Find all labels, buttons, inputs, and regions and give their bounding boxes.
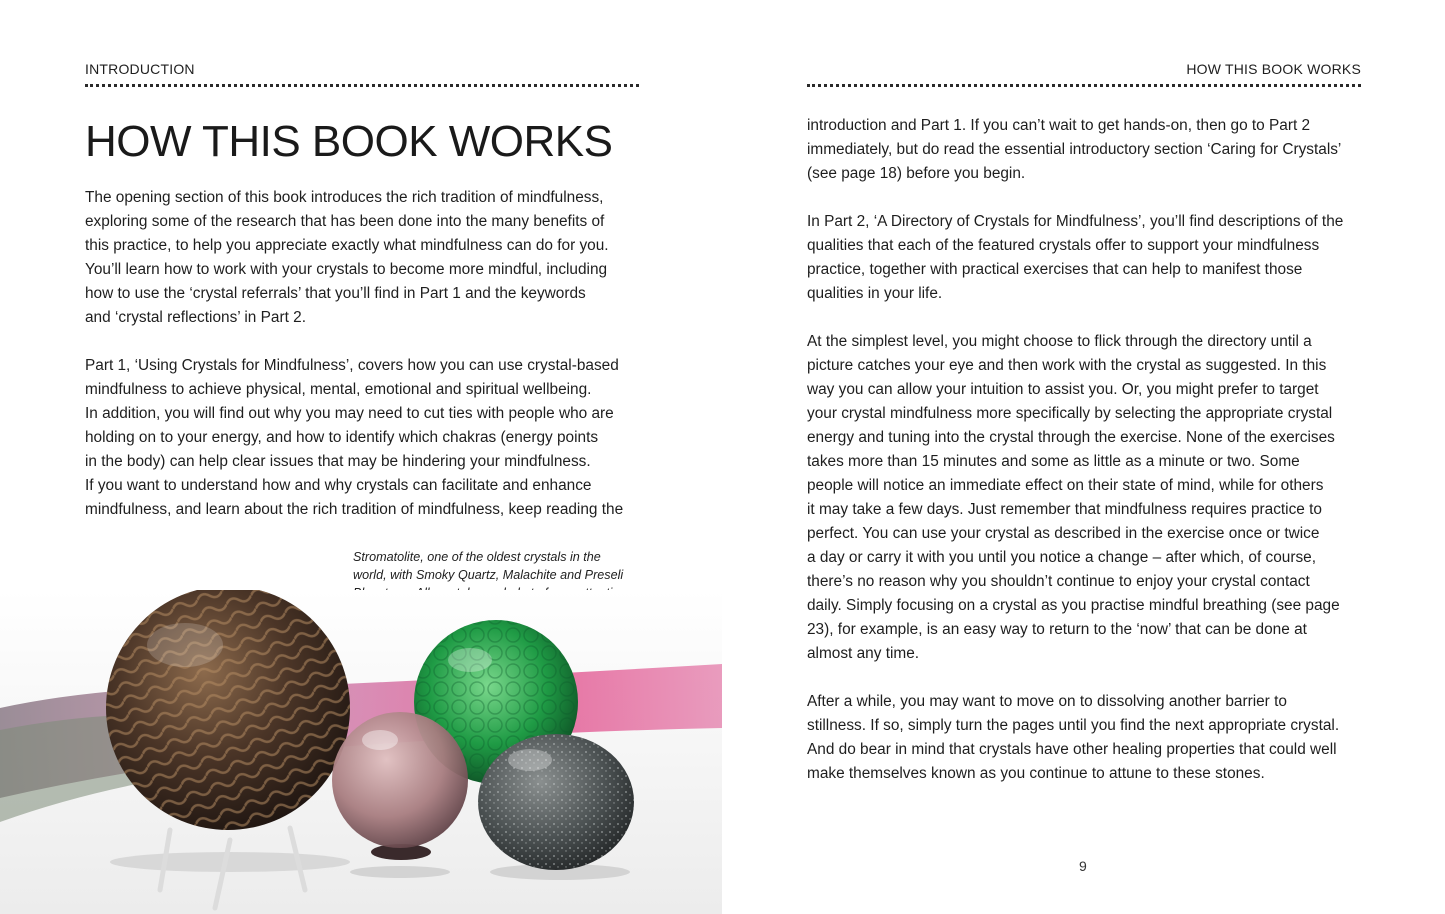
text-line: immediately, but do read the essential introductory section ‘Caring for Crystals’ xyxy=(807,141,1342,158)
paragraph xyxy=(807,330,1367,666)
page-title: HOW THIS BOOK WORKS xyxy=(85,117,613,166)
paragraph xyxy=(85,186,645,330)
text-line: this practice, to help you appreciate exactly what mindfulness can do for you. xyxy=(85,237,609,254)
paragraph xyxy=(85,354,645,522)
text-line: stillness. If so, simply turn the pages until you find the next appropriate crystal. xyxy=(807,717,1340,734)
text-line: In addition, you will find out why you may need to cut ties with people who are xyxy=(85,405,614,422)
text-line: (see page 18) before you begin. xyxy=(807,165,1026,182)
running-head-left: INTRODUCTION xyxy=(85,61,195,77)
left-page xyxy=(0,0,722,914)
text-line: almost any time. xyxy=(807,645,920,662)
text-line: practice, together with practical exercises that can help to manifest those xyxy=(807,261,1303,278)
text-line: holding on to your energy, and how to identify which chakras (energy points xyxy=(85,429,599,446)
text-line: qualities that each of the featured crystals offer to support your mindfulness xyxy=(807,237,1320,254)
text-line: You’ll learn how to work with your crystals to become more mindful, including xyxy=(85,261,608,278)
text-line: people will notice an immediate effect on their state of mind, while for others xyxy=(807,477,1324,494)
text-line: way you can allow your intuition to assist you. Or, you might prefer to target xyxy=(807,381,1319,398)
text-line: mindfulness, and learn about the rich tradition of mindfulness, keep reading the xyxy=(85,501,624,518)
caption-line: world, with Smoky Quartz, Malachite and Preseli xyxy=(353,568,624,582)
paragraph xyxy=(807,690,1367,786)
text-line: At the simplest level, you might choose to flick through the directory until a xyxy=(807,333,1312,350)
left-body-text xyxy=(85,186,645,546)
text-line: a day or carry it with you until you notice a change – after which, of course, xyxy=(807,549,1317,566)
right-page xyxy=(722,0,1445,914)
text-line: And do bear in mind that crystals have other healing properties that could well xyxy=(807,741,1337,758)
text-line: in the body) can help clear issues that may be hindering your mindfulness. xyxy=(85,453,591,470)
paragraph xyxy=(807,210,1367,306)
header-divider-left xyxy=(85,84,639,87)
text-line: your crystal mindfulness more specifically by selecting the appropriate crystal xyxy=(807,405,1333,422)
text-line: In Part 2, ‘A Directory of Crystals for Mindfulness’, you’ll find descriptions of the xyxy=(807,213,1344,230)
text-line: Part 1, ‘Using Crystals for Mindfulness’, covers how you can use crystal-based xyxy=(85,357,619,374)
text-line: energy and tuning into the crystal through the exercise. None of the exercises xyxy=(807,429,1335,446)
text-line: make themselves known as you continue to attune to these stones. xyxy=(807,765,1265,782)
text-line: and ‘crystal reflections’ in Part 2. xyxy=(85,309,306,326)
text-line: The opening section of this book introduces the rich tradition of mindfulness, xyxy=(85,189,604,206)
text-line: picture catches your eye and then work with the crystal as suggested. In this xyxy=(807,357,1327,374)
text-line: introduction and Part 1. If you can’t wait to get hands-on, then go to Part 2 xyxy=(807,117,1311,134)
crystal-photo xyxy=(0,590,722,914)
text-line: 23), for example, is an easy way to return to the ‘now’ that can be done at xyxy=(807,621,1307,638)
text-line: how to use the ‘crystal referrals’ that you’ll find in Part 1 and the keywords xyxy=(85,285,586,302)
caption-line: Stromatolite, one of the oldest crystals in the xyxy=(353,550,601,564)
text-line: perfect. You can use your crystal as described in the exercise once or twice xyxy=(807,525,1320,542)
text-line: it may take a few days. Just remember that mindfulness requires practice to xyxy=(807,501,1322,518)
text-line: qualities in your life. xyxy=(807,285,943,302)
text-line: there’s no reason why you shouldn’t continue to enjoy your crystal contact xyxy=(807,573,1310,590)
paragraph xyxy=(807,114,1367,186)
text-line: daily. Simply focusing on a crystal as you practise mindful breathing (see page xyxy=(807,597,1340,614)
text-line: exploring some of the research that has been done into the many benefits of xyxy=(85,213,605,230)
running-head-right: HOW THIS BOOK WORKS xyxy=(1186,61,1361,77)
text-line: mindfulness to achieve physical, mental, emotional and spiritual wellbeing. xyxy=(85,381,592,398)
right-body-text xyxy=(807,114,1367,810)
header-divider-right xyxy=(807,84,1361,87)
page-number: 9 xyxy=(1079,858,1087,874)
text-line: takes more than 15 minutes and some as little as a minute or two. Some xyxy=(807,453,1300,470)
text-line: After a while, you may want to move on to dissolving another barrier to xyxy=(807,693,1287,710)
text-line: If you want to understand how and why crystals can facilitate and enhance xyxy=(85,477,592,494)
